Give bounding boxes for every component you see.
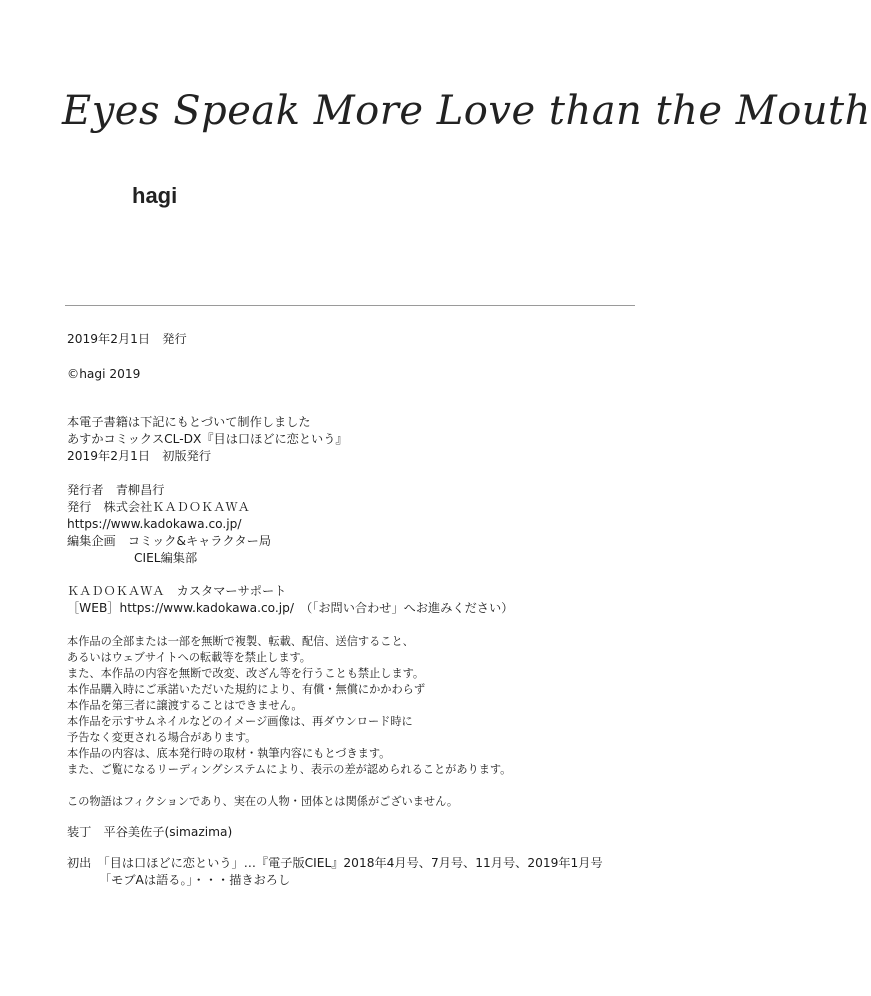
support-url: ［WEB］https://www.kadokawa.co.jp/ （「お問い合わせ」へお進みください） — [67, 601, 514, 615]
notice-line: 本作品の全部または一部を無断で複製、転載、配信、送信すること、 — [67, 635, 414, 648]
fiction-note: この物語はフィクションであり、実在の人物・団体とは関係がございません。 — [67, 795, 459, 808]
support-line: ＫＡＤＯＫＡＷＡ カスタマーサポート — [67, 584, 287, 598]
first-appearance-line: 「モブAは語る。」・・・描きおろし — [99, 873, 291, 887]
source-line: 本電子書籍は下記にもとづいて制作しました — [67, 415, 311, 429]
notice-line: 本作品を第三者に譲渡することはできません。 — [67, 699, 303, 712]
design-credit: 装丁 平谷美佐子(simazima) — [67, 825, 233, 839]
publisher-line: 発行 株式会社ＫＡＤＯＫＡＷＡ — [67, 500, 250, 514]
divider-rule — [65, 305, 635, 306]
publisher-url: https://www.kadokawa.co.jp/ — [67, 517, 242, 531]
notice-line: また、ご覧になるリーディングシステムにより、表示の差が認められることがあります。 — [67, 763, 512, 776]
book-title: Eyes Speak More Love than the Mouth — [62, 88, 871, 134]
publisher-line: CIEL編集部 — [134, 551, 198, 565]
copyright-line: ©hagi 2019 — [67, 367, 141, 381]
first-appearance-line: 初出 「目は口ほどに恋という」…『電子版CIEL』2018年4月号、7月号、11月号、2019年1月号 — [67, 856, 603, 870]
notice-line: 本作品購入時にご承諾いただいた規約により、有償・無償にかかわらず — [67, 683, 426, 696]
source-line: あすかコミックスCL-DX『目は口ほどに恋という』 — [67, 432, 348, 446]
issue-date: 2019年2月1日 発行 — [67, 332, 187, 346]
publisher-line: 発行者 青柳昌行 — [67, 483, 165, 497]
notice-line: 予告なく変更される場合があります。 — [67, 731, 257, 744]
notice-line: あるいはウェブサイトへの転載等を禁止します。 — [67, 651, 311, 664]
publisher-line: 編集企画 コミック&キャラクター局 — [67, 534, 272, 548]
notice-line: 本作品を示すサムネイルなどのイメージ画像は、再ダウンロード時に — [67, 715, 413, 728]
source-line: 2019年2月1日 初版発行 — [67, 449, 212, 463]
author-name: hagi — [132, 183, 178, 208]
notice-line: また、本作品の内容を無断で改変、改ざん等を行うことも禁止します。 — [67, 667, 425, 680]
notice-line: 本作品の内容は、底本発行時の取材・執筆内容にもとづきます。 — [67, 747, 391, 760]
